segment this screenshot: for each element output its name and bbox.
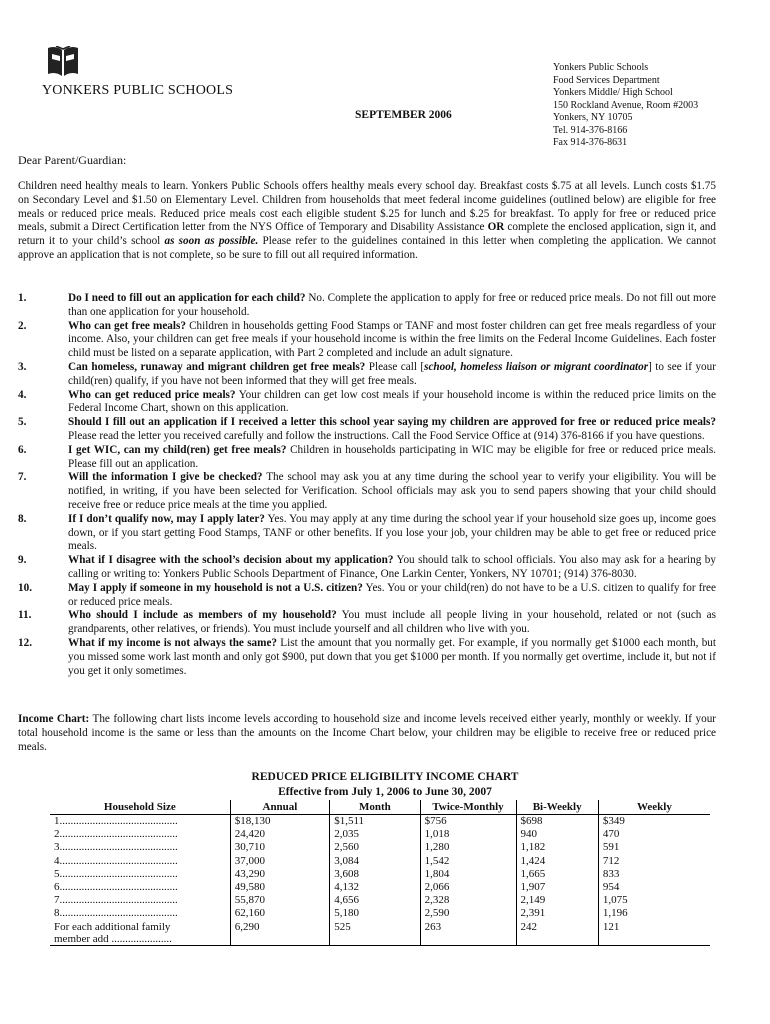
table-title: REDUCED PRICE ELIGIBILITY INCOME CHART xyxy=(251,771,519,783)
table-row: 8........................................... 62,160 5,180 2,590 2,391 1,196 xyxy=(50,907,710,920)
table-row: 1........................................... $18,130 $1,511 $756 $698 $349 xyxy=(50,815,710,829)
logo xyxy=(42,46,234,99)
faq-item: 5. Should I fill out an application if I received a letter this school year saying my children are approved for free or reduced price meals? Please read the letter you received carefully and follow the instructions. Call the Food Service Office at (914) 376-8166 if you have questions. xyxy=(18,416,716,442)
faq-item: 6. I get WIC, can my child(ren) get free meals? Children in households participating in WIC may be eligible for free or reduced price meals. Please fill out an application. xyxy=(18,443,716,470)
table-row: 7........................................... 55,870 4,656 2,328 2,149 1,075 xyxy=(50,894,710,907)
address-line: Yonkers Middle/ High School xyxy=(553,87,673,98)
faq-item: 10. May I apply if someone in my household is not a U.S. citizen? Yes. You or your child(ren) do not have to be a U.S. citizen to qualify for free or reduced price meals. xyxy=(18,581,716,608)
faq-item: 9. What if I disagree with the school’s decision about my application? You should talk to school officials. You also may ask for a hearing by calling or writing to: Yonkers Public Schools Department of Finance, One Larkin Center, Yonkers, NY 10701; (914) 376-8030. xyxy=(18,554,716,580)
letter-date: SEPTEMBER 2006 xyxy=(355,109,452,121)
address-line: Tel. 914-376-8166 xyxy=(553,124,628,136)
column-header: Bi-Weekly xyxy=(516,800,598,815)
faq-item: 11. Who should I include as members of my household? You must include all people living in your household, related or not (such as grandparents, other relatives, or friends). You must include yourself and all children who live with you. xyxy=(18,609,717,636)
address-line: Yonkers, NY 10705 xyxy=(553,112,633,123)
address-line: Food Services Department xyxy=(553,74,660,86)
table-row: 5........................................... 43,290 3,608 1,804 1,665 833 xyxy=(50,868,710,881)
address-line: 150 Rockland Avenue, Room #2003 xyxy=(553,99,699,111)
income-chart-paragraph: Income Chart: The following chart lists income levels according to household size and income levels received either yearly, monthly or weekly. If your total household income is the same or less than the amounts on the Income Chart below, your children may be eligible to receive free or reduced price meals. xyxy=(18,713,717,753)
table-subtitle: Effective from July 1, 2006 to June 30, 2007 xyxy=(278,786,492,798)
book-shield-icon xyxy=(46,46,80,78)
faq-item: 3. Can homeless, runaway and migrant children get free meals? Please call [school, homeless liaison or migrant coordinator] to see if your child(ren) qualify, if you have not been informed that they will get free meals. xyxy=(18,360,716,387)
address-line: Fax 914-376-8631 xyxy=(553,137,628,148)
intro-paragraph: Children need healthy meals to learn. Yonkers Public Schools offers healthy meals every school day. Breakfast costs $.75 at all levels. Lunch costs $1.75 on Secondary Level and $1.50 on Elementary Level. Children from households that meet federal income guidelines (outlined below) are eligible for free meals or reduced price meals. Reduced price meals cost each eligible student $.25 for lunch and $.25 for breakfast. To apply for free or reduced price meals, submit a Direct Certification letter from the NYS Office of Temporary and Disability Assistance OR complete the enclosed application, sign it, and return it to your child’s school as soon as possible. Please refer to the guidelines contained in this letter when completing the application. We cannot approve an application that is not complete, so be sure to fill out all required information. xyxy=(18,180,716,261)
table-row: 2........................................... 24,420 2,035 1,018 940 470 xyxy=(50,828,710,841)
table-row: 6........................................... 49,580 4,132 2,066 1,907 954 xyxy=(50,881,710,894)
logo-text: YONKERS PUBLIC SCHOOLS xyxy=(42,83,234,98)
column-header: Month xyxy=(330,800,420,815)
salutation: Dear Parent/Guardian: xyxy=(18,153,127,167)
address-line: Yonkers Public Schools xyxy=(553,62,649,73)
table-header-row xyxy=(50,800,710,815)
address-block xyxy=(553,62,698,150)
faq-item: 2. Who can get free meals? Children in households getting Food Stamps or TANF and most foster children can get free meals regardless of your income. Also, your children can get free meals if your household income is within the free limits on the Federal Income Guidelines. Each foster child must be listed on a separate application, with Part 2 completed and include an adult signature. xyxy=(18,319,716,360)
table-row: 4........................................... 37,000 3,084 1,542 1,424 712 xyxy=(50,855,710,868)
column-header: Household Size xyxy=(50,800,230,815)
column-header: Weekly xyxy=(598,800,710,815)
table-row: 3........................................... 30,710 2,560 1,280 1,182 591 xyxy=(50,841,710,854)
column-header: Twice-Monthly xyxy=(420,800,516,815)
faq-item: 7. Will the information I give be checked? The school may ask you at any time during the school year to verify your eligibility. You will be notified, in writing, if you have been selected for Verification. School officials may ask you to send papers showing that your child should receive free or reduce price meals at the time you applied. xyxy=(18,471,716,511)
faq-item: 1. Do I need to fill out an application for each child? No. Complete the application to apply for free or reduced price meals. Do not fill out more than one application for your household. xyxy=(18,292,716,318)
faq-list xyxy=(18,292,716,678)
income-table xyxy=(50,800,710,946)
table-row-additional: For each additional family member add ...................... 6,290 525 263 242 121 xyxy=(50,921,710,946)
faq-item: 12. What if my income is not always the same? List the amount that you normally get. For example, if you normally get $1000 each month, but you missed some work last month and only got $900, put down that you get $1000 per month. If you normally get overtime, include it, but not if you get it only sometimes. xyxy=(18,636,716,677)
column-header: Annual xyxy=(230,800,330,815)
faq-item: 8. If I don’t qualify now, may I apply later? Yes. You may apply at any time during the school year if your household size goes up, income goes down, or if you start getting Food Stamps, TANF or other benefits. If you lose your job, your children may be able to get free or reduced price meals. xyxy=(18,512,716,553)
faq-item: 4. Who can get reduced price meals? Your children can get low cost meals if your household income is within the reduced price limits on the Federal Income Chart, shown on this application. xyxy=(18,388,716,415)
